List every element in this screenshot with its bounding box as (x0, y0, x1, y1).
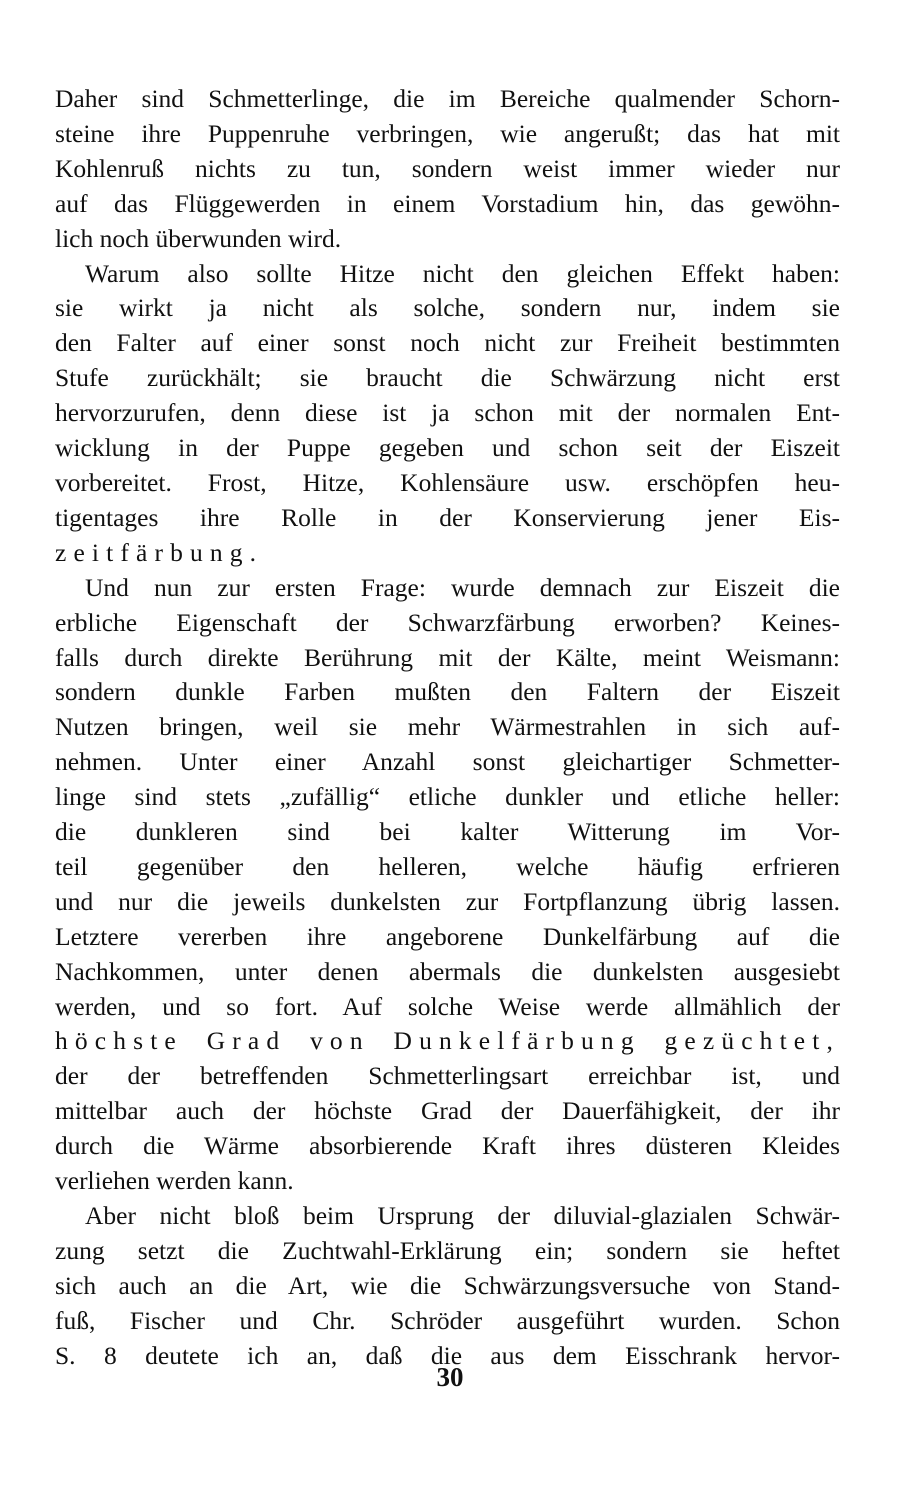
page-number: 30 (436, 1362, 464, 1392)
text-line: sich auch an die Art, wie die Schwärzungsversuche von Stand- (55, 1270, 840, 1300)
text-line: auf das Flüggewerden in einem Vorstadium hin, das gewöhn- (55, 188, 840, 218)
text-line: zeitfärbung. (55, 537, 264, 567)
text-line: mittelbar auch der höchste Grad der Dauerfähigkeit, der ihr (55, 1096, 840, 1126)
text-line: Nutzen bringen, weil sie mehr Wärmestrahlen in sich auf- (55, 712, 840, 742)
text-line: höchste Grad von Dunkelfärbung gezüchtet, (55, 1026, 840, 1056)
text-line: steine ihre Puppenruhe verbringen, wie angerußt; das hat mit (55, 118, 840, 148)
text-line: teil gegenüber den helleren, welche häufig erfrieren (55, 851, 840, 881)
text-line: linge sind stets „zufällig“ etliche dunkler und etliche heller: (55, 782, 840, 812)
text-line: Daher sind Schmetterlinge, die im Bereiche qualmender Schorn- (55, 84, 840, 113)
text-line: verliehen werden kann. (55, 1166, 294, 1196)
text-line: Und nun zur ersten Frage: wurde demnach zur Eiszeit die (85, 572, 840, 602)
text-line: Kohlenruß nichts zu tun, sondern weist immer wieder nur (55, 153, 840, 183)
text-line: Letztere vererben ihre angeborene Dunkelfärbung auf die (55, 921, 840, 951)
text-line: tigentages ihre Rolle in der Konservierung jener Eis- (55, 502, 840, 532)
text-line: Aber nicht bloß beim Ursprung der diluvial-glazialen Schwär- (85, 1201, 840, 1230)
text-line: hervorzurufen, denn diese ist ja schon mit der normalen Ent- (55, 398, 840, 428)
paragraph-2 (55, 257, 840, 571)
text-line: wicklung in der Puppe gegeben und schon seit der Eiszeit (55, 433, 840, 463)
paragraph-4 (55, 1199, 840, 1374)
text-line: zung setzt die Zuchtwahl-Erklärung ein; sondern sie heftet (55, 1235, 840, 1265)
text-line: Warum also sollte Hitze nicht den gleichen Effekt haben: (85, 258, 840, 288)
text-line: erbliche Eigenschaft der Schwarzfärbung erworben? Keines- (55, 607, 840, 637)
text-line: sie wirkt ja nicht als solche, sondern nur, indem sie (55, 293, 840, 323)
text-line: fuß, Fischer und Chr. Schröder ausgeführt wurden. Schon (55, 1305, 840, 1335)
text-line: nehmen. Unter einer Anzahl sonst gleichartiger Schmetter- (55, 747, 840, 777)
text-line: S. 8 deutete ich an, daß die aus dem Eisschrank hervor- (55, 1340, 840, 1370)
paragraph-3 (55, 571, 840, 1199)
text-line: sondern dunkle Farben mußten den Faltern der Eiszeit (55, 677, 840, 707)
text-line: falls durch direkte Berührung mit der Kälte, meint Weismann: (55, 642, 840, 672)
page-body (55, 82, 840, 1374)
text-line: den Falter auf einer sonst noch nicht zur Freiheit bestimmten (55, 328, 840, 358)
text-line: Stufe zurückhält; sie braucht die Schwärzung nicht erst (55, 363, 840, 393)
text-line: die dunkleren sind bei kalter Witterung im Vor- (55, 817, 840, 847)
text-line: und nur die jeweils dunkelsten zur Fortpflanzung übrig lassen. (55, 886, 840, 916)
paragraph-1 (55, 82, 840, 257)
text-line: lich noch überwunden wird. (55, 223, 342, 253)
text-line: der der betreffenden Schmetterlingsart erreichbar ist, und (55, 1061, 840, 1091)
text-line: Nachkommen, unter denen abermals die dunkelsten ausgesiebt (55, 956, 840, 986)
text-line: vorbereitet. Frost, Hitze, Kohlensäure usw. erschöpfen heu- (55, 467, 840, 497)
text-line: werden, und so fort. Auf solche Weise werde allmählich der (55, 991, 840, 1021)
text-line: durch die Wärme absorbierende Kraft ihres düsteren Kleides (55, 1131, 840, 1161)
